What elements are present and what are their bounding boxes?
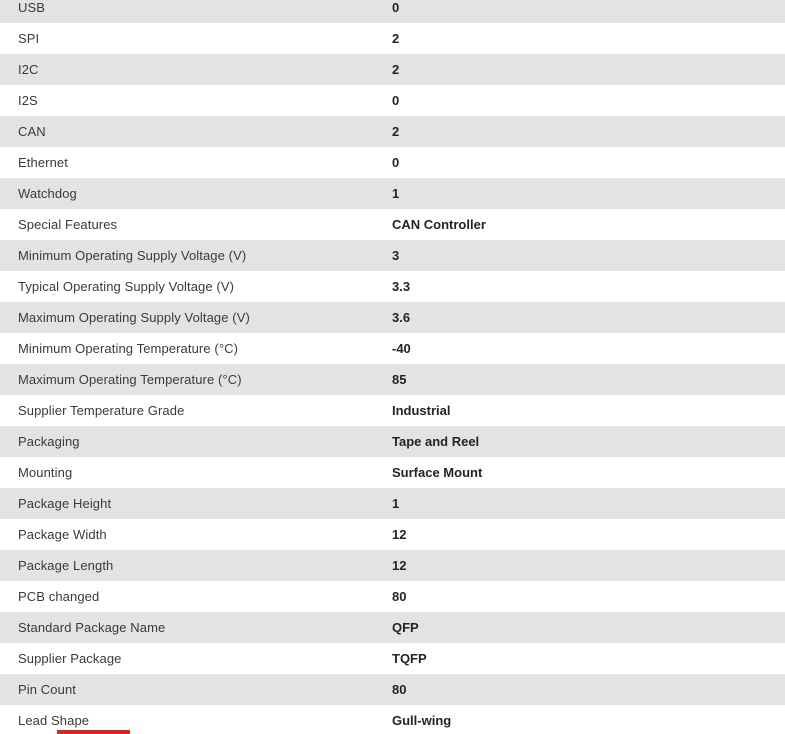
spec-row: [0, 116, 785, 147]
spec-row-label: Ethernet: [18, 155, 68, 170]
spec-row: [0, 178, 785, 209]
red-accent-bar: [57, 730, 130, 734]
spec-row-label: Mounting: [18, 465, 73, 480]
spec-row: [0, 209, 785, 240]
spec-row-value: Surface Mount: [392, 465, 483, 480]
spec-row-value: 3: [392, 248, 400, 263]
spec-row-value: 2: [392, 62, 400, 77]
spec-row-label: Package Width: [18, 527, 107, 542]
spec-row-value: 0: [392, 93, 400, 108]
spec-row-value: -40: [392, 341, 411, 356]
spec-row-label: Special Features: [18, 217, 118, 232]
spec-row-label: Watchdog: [18, 186, 77, 201]
spec-row-label: Packaging: [18, 434, 80, 449]
spec-row-value: Gull-wing: [392, 713, 452, 728]
spec-row: [0, 550, 785, 581]
spec-row-label: Standard Package Name: [18, 620, 166, 635]
spec-row: [0, 364, 785, 395]
spec-row-value: 0: [392, 155, 400, 170]
spec-row-value: 3.3: [392, 279, 411, 294]
spec-row-label: Package Length: [18, 558, 114, 573]
spec-row-label: Package Height: [18, 496, 112, 511]
spec-row-label: Supplier Temperature Grade: [18, 403, 185, 418]
spec-row-label: I2S: [18, 93, 38, 108]
spec-row-value: 0: [392, 0, 400, 15]
spec-row: [0, 333, 785, 364]
spec-row-value: 2: [392, 31, 400, 46]
spec-row-value: 80: [392, 589, 407, 604]
spec-row: [0, 0, 785, 23]
spec-row: [0, 519, 785, 550]
spec-row-value: 2: [392, 124, 400, 139]
spec-row-label: USB: [18, 0, 46, 15]
spec-row: [0, 85, 785, 116]
spec-row-label: Minimum Operating Temperature (°C): [18, 341, 239, 356]
spec-row-label: Minimum Operating Supply Voltage (V): [18, 248, 247, 263]
spec-row: [0, 581, 785, 612]
spec-row-value: Industrial: [392, 403, 451, 418]
spec-row-label: I2C: [18, 62, 39, 77]
spec-row-value: 12: [392, 527, 407, 542]
spec-row-label: Typical Operating Supply Voltage (V): [18, 279, 235, 294]
spec-row: [0, 240, 785, 271]
spec-row-label: PCB changed: [18, 589, 100, 604]
spec-row: [0, 426, 785, 457]
spec-row: [0, 643, 785, 674]
spec-row: [0, 395, 785, 426]
spec-row-label: SPI: [18, 31, 40, 46]
spec-row-label: Pin Count: [18, 682, 76, 697]
spec-row-label: Supplier Package: [18, 651, 122, 666]
spec-row: [0, 54, 785, 85]
spec-row-value: 12: [392, 558, 407, 573]
spec-row: [0, 457, 785, 488]
spec-row-value: 3.6: [392, 310, 411, 325]
spec-row-value: 80: [392, 682, 407, 697]
spec-row-label: Maximum Operating Temperature (°C): [18, 372, 242, 387]
spec-row: [0, 612, 785, 643]
spec-row: [0, 302, 785, 333]
spec-row: [0, 147, 785, 178]
spec-row: [0, 488, 785, 519]
spec-row-value: 1: [392, 496, 400, 511]
spec-row-value: Tape and Reel: [392, 434, 480, 449]
spec-row-value: QFP: [392, 620, 419, 635]
spec-row-label: CAN: [18, 124, 46, 139]
spec-row-value: 85: [392, 372, 407, 387]
spec-row: [0, 674, 785, 705]
spec-row-label: Lead Shape: [18, 713, 90, 728]
spec-row-value: TQFP: [392, 651, 427, 666]
spec-row-value: CAN Controller: [392, 217, 486, 232]
spec-row-label: Maximum Operating Supply Voltage (V): [18, 310, 250, 325]
spec-row: [0, 23, 785, 54]
spec-row: [0, 271, 785, 302]
spec-row-value: 1: [392, 186, 400, 201]
